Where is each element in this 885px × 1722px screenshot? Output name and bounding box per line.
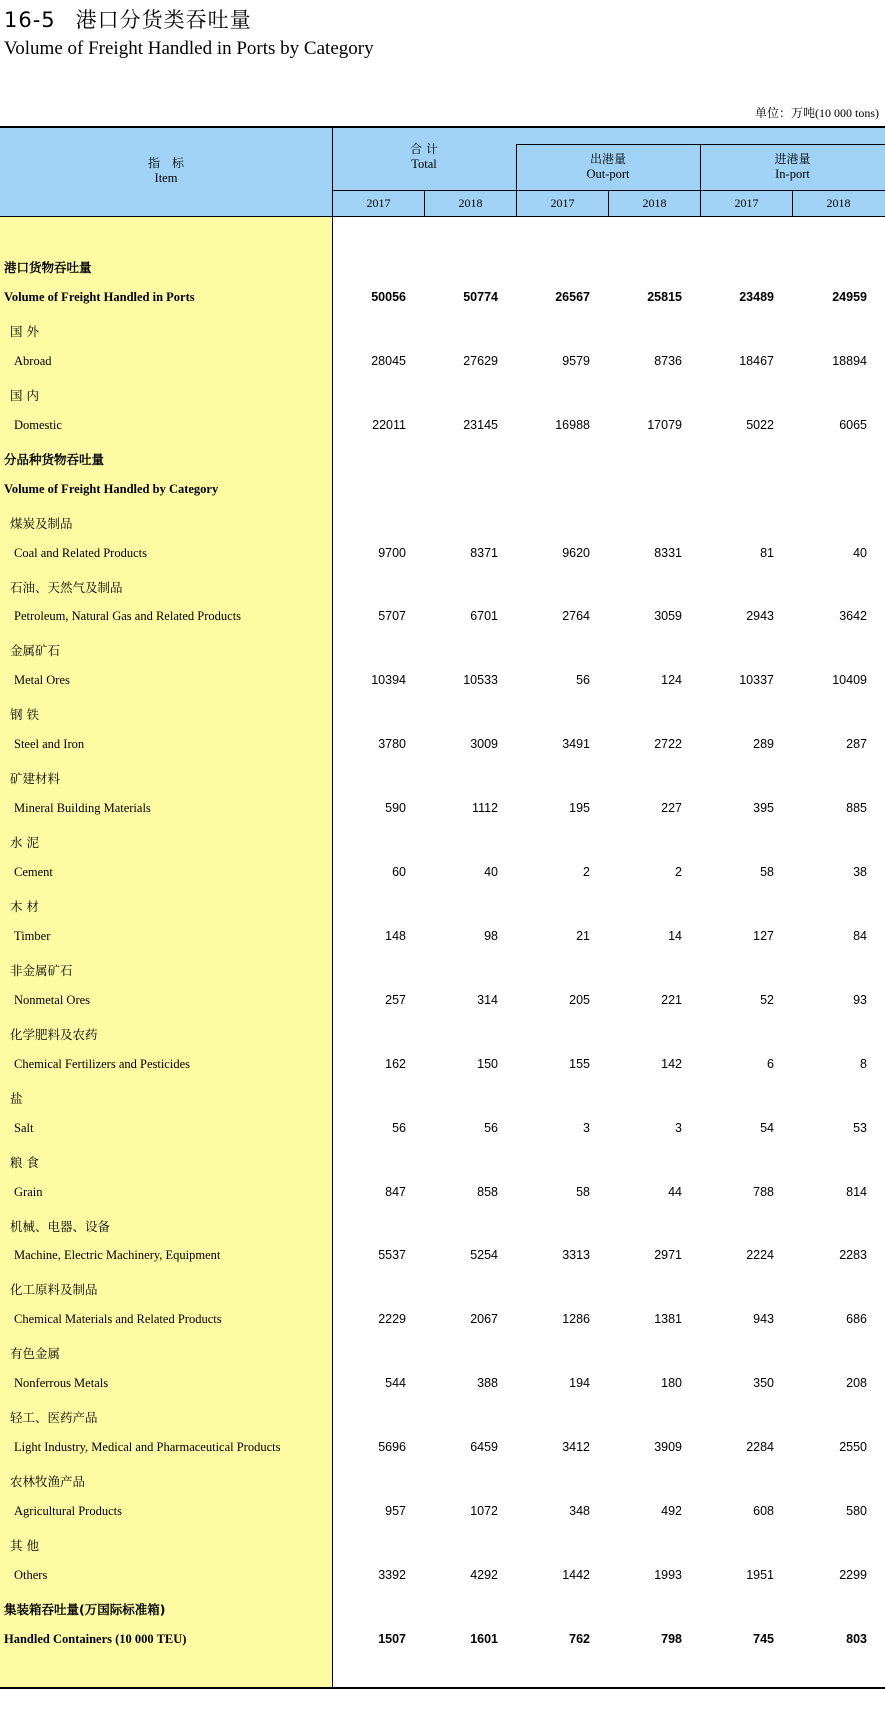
row-value: 6459 — [470, 1440, 498, 1455]
row-value: 162 — [385, 1056, 406, 1071]
row-value: 350 — [753, 1376, 774, 1391]
row-value: 1442 — [562, 1567, 590, 1582]
unit-label: 单位：万吨(10 000 tons) — [755, 106, 879, 120]
row-value: 544 — [385, 1376, 406, 1391]
row-value: 3313 — [562, 1248, 590, 1263]
row-label: 分品种货物吞吐量 — [4, 451, 105, 467]
row-value: 2971 — [654, 1248, 682, 1263]
row-value: 1601 — [470, 1631, 498, 1646]
row-value: 8736 — [654, 353, 682, 368]
row-value: 142 — [661, 1056, 682, 1071]
table-row — [0, 1406, 885, 1426]
row-label: Petroleum, Natural Gas and Related Products — [14, 609, 242, 624]
table-row — [0, 1087, 885, 1107]
row-label: Steel and Iron — [14, 737, 85, 752]
row-label: Grain — [14, 1184, 43, 1199]
row-value: 2283 — [839, 1248, 867, 1263]
row-label: 钢 铁 — [10, 707, 39, 723]
row-value: 50056 — [371, 289, 406, 304]
table-row — [0, 895, 885, 915]
table-row — [0, 927, 885, 947]
row-value: 314 — [477, 992, 498, 1007]
table-row — [0, 735, 885, 755]
page-title-cn — [4, 4, 252, 34]
table-row — [0, 288, 885, 308]
row-value: 2067 — [470, 1312, 498, 1327]
row-value: 847 — [385, 1184, 406, 1199]
header-year: 2017 — [734, 196, 759, 210]
row-label: 水 泥 — [10, 835, 39, 851]
row-value: 58 — [760, 865, 774, 880]
table-row — [0, 959, 885, 979]
row-value: 27629 — [463, 353, 498, 368]
table-row — [0, 512, 885, 532]
row-value: 1286 — [562, 1312, 590, 1327]
title-cn-text: 港口分货类吞吐量 — [75, 8, 252, 32]
row-label: 金属矿石 — [10, 643, 61, 659]
row-value: 44 — [668, 1184, 682, 1199]
header-year: 2018 — [826, 196, 851, 210]
row-value: 5537 — [378, 1248, 406, 1263]
row-value: 2764 — [562, 609, 590, 624]
row-value: 6065 — [839, 417, 867, 432]
row-value: 580 — [846, 1504, 867, 1519]
row-label: 国 外 — [10, 323, 39, 339]
row-label: 集装箱吞吐量(万国际标准箱) — [4, 1601, 166, 1617]
table-row — [0, 1215, 885, 1235]
header-total-en: Total — [411, 157, 437, 171]
table-row — [0, 576, 885, 596]
row-value: 10409 — [832, 673, 867, 688]
row-value: 180 — [661, 1376, 682, 1391]
table-row — [0, 1374, 885, 1394]
header-bottom-rule — [0, 216, 885, 217]
table-row — [0, 639, 885, 659]
row-value: 5022 — [746, 417, 774, 432]
row-value: 287 — [846, 737, 867, 752]
row-label: Chemical Fertilizers and Pesticides — [14, 1056, 190, 1071]
table-row — [0, 1310, 885, 1330]
row-label: Salt — [14, 1120, 34, 1135]
row-value: 56 — [392, 1120, 406, 1135]
page-title-en: Volume of Freight Handled in Ports by Category — [4, 38, 374, 59]
row-value: 4292 — [470, 1567, 498, 1582]
table-number: 16-5 — [4, 8, 56, 32]
row-value: 10394 — [371, 673, 406, 688]
row-label: 木 材 — [10, 899, 39, 914]
row-label: 其 他 — [10, 1538, 39, 1553]
row-value: 23145 — [463, 417, 498, 432]
row-value: 6 — [767, 1056, 774, 1071]
row-value: 348 — [569, 1504, 590, 1519]
row-value: 9579 — [562, 353, 590, 368]
row-value: 58 — [576, 1184, 590, 1199]
header-out-en: Out-port — [586, 167, 630, 181]
row-value: 16988 — [555, 417, 590, 432]
row-label: 煤炭及制品 — [10, 515, 73, 531]
row-value: 56 — [576, 673, 590, 688]
table-bottom-rule — [0, 1687, 885, 1689]
table-row — [0, 1502, 885, 1522]
header-item-en: Item — [154, 171, 178, 185]
table-row — [0, 1438, 885, 1458]
table-row — [0, 1055, 885, 1075]
row-label: Cement — [14, 865, 53, 880]
row-label: 矿建材料 — [10, 771, 61, 787]
table-row — [0, 671, 885, 691]
row-label: 石油、天然气及制品 — [10, 579, 123, 595]
row-value: 155 — [569, 1056, 590, 1071]
row-value: 2 — [583, 865, 590, 880]
row-value: 3392 — [378, 1567, 406, 1582]
row-value: 3412 — [562, 1440, 590, 1455]
row-label: Abroad — [14, 353, 52, 368]
row-value: 60 — [392, 865, 406, 880]
row-value: 492 — [661, 1504, 682, 1519]
table-row — [0, 1470, 885, 1490]
row-label: 盐 — [10, 1090, 23, 1106]
row-value: 257 — [385, 992, 406, 1007]
row-value: 788 — [753, 1184, 774, 1199]
row-value: 8331 — [654, 545, 682, 560]
row-value: 53 — [853, 1120, 867, 1135]
table-row — [0, 544, 885, 564]
row-value: 957 — [385, 1504, 406, 1519]
row-value: 2224 — [746, 1248, 774, 1263]
row-value: 6701 — [470, 609, 498, 624]
row-label: 机械、电器、设备 — [10, 1218, 111, 1234]
row-label: Domestic — [14, 417, 62, 432]
row-value: 2943 — [746, 609, 774, 624]
table-row — [0, 1342, 885, 1362]
row-value: 8 — [860, 1056, 867, 1071]
table-row — [0, 1534, 885, 1554]
table-row — [0, 1119, 885, 1139]
header-out-cn: 出港量 — [589, 152, 626, 166]
row-label: 港口货物吞吐量 — [4, 260, 92, 275]
row-value: 5707 — [378, 609, 406, 624]
header-in-en: In-port — [775, 167, 810, 181]
row-value: 3491 — [562, 737, 590, 752]
row-value: 3 — [583, 1120, 590, 1135]
table-row — [0, 991, 885, 1011]
header-in-cn: 进港量 — [774, 152, 811, 166]
row-value: 1951 — [746, 1567, 774, 1582]
row-label: 有色金属 — [10, 1346, 61, 1362]
row-value: 885 — [846, 801, 867, 816]
row-label: Volume of Freight Handled in Ports — [4, 289, 195, 304]
row-value: 9620 — [562, 545, 590, 560]
row-value: 1381 — [654, 1312, 682, 1327]
table-row — [0, 1246, 885, 1266]
row-value: 23489 — [739, 289, 774, 304]
row-value: 5696 — [378, 1440, 406, 1455]
row-value: 22011 — [372, 417, 406, 432]
table-row — [0, 703, 885, 723]
row-value: 2284 — [746, 1440, 774, 1455]
table-row — [0, 1151, 885, 1171]
row-value: 205 — [569, 992, 590, 1007]
table-row — [0, 831, 885, 851]
row-value: 814 — [846, 1184, 867, 1199]
row-value: 1507 — [378, 1631, 406, 1646]
row-value: 2299 — [839, 1567, 867, 1582]
row-value: 14 — [668, 928, 682, 943]
row-value: 10337 — [739, 673, 774, 688]
table-row — [0, 1278, 885, 1298]
row-value: 3642 — [839, 609, 867, 624]
table-row — [0, 416, 885, 436]
row-value: 858 — [477, 1184, 498, 1199]
header-out-port — [516, 152, 700, 182]
row-value: 38 — [853, 865, 867, 880]
table-row — [0, 607, 885, 627]
row-value: 803 — [846, 1631, 867, 1646]
row-value: 762 — [569, 1631, 590, 1646]
row-label: Light Industry, Medical and Pharmaceutical Products — [14, 1440, 281, 1455]
table-row — [0, 384, 885, 404]
row-value: 590 — [385, 801, 406, 816]
header-item-cn: 指 标 — [147, 156, 184, 170]
row-label: Nonmetal Ores — [14, 992, 91, 1007]
row-label: Agricultural Products — [14, 1504, 122, 1519]
table-row — [0, 1630, 885, 1650]
row-value: 52 — [760, 992, 774, 1007]
row-value: 127 — [753, 928, 774, 943]
row-value: 1993 — [654, 1567, 682, 1582]
row-label: 化工原料及制品 — [10, 1282, 98, 1298]
row-value: 10533 — [463, 673, 498, 688]
row-value: 5254 — [470, 1248, 498, 1263]
row-value: 84 — [853, 928, 867, 943]
row-value: 56 — [484, 1120, 498, 1135]
row-label: Chemical Materials and Related Products — [14, 1312, 222, 1327]
row-label: 农林牧渔产品 — [10, 1474, 86, 1490]
table-row — [0, 480, 885, 500]
row-value: 24959 — [832, 289, 867, 304]
row-value: 40 — [853, 545, 867, 560]
row-label: Metal Ores — [14, 673, 70, 688]
row-label: Machine, Electric Machinery, Equipment — [14, 1248, 221, 1263]
row-label: Volume of Freight Handled by Category — [4, 481, 219, 496]
row-value: 608 — [753, 1504, 774, 1519]
table-row — [0, 1598, 885, 1618]
row-value: 148 — [385, 928, 406, 943]
row-value: 395 — [753, 801, 774, 816]
row-label: Coal and Related Products — [14, 545, 147, 560]
row-value: 289 — [753, 737, 774, 752]
row-label: 化学肥料及农药 — [10, 1026, 98, 1042]
row-value: 40 — [484, 865, 498, 880]
row-value: 195 — [569, 801, 590, 816]
table-row — [0, 767, 885, 787]
row-value: 943 — [753, 1312, 774, 1327]
item-column-background — [0, 217, 332, 1687]
row-label: Mineral Building Materials — [14, 801, 151, 816]
row-label: Handled Containers (10 000 TEU) — [4, 1631, 187, 1646]
row-value: 3059 — [654, 609, 682, 624]
row-value: 9700 — [378, 545, 406, 560]
row-value: 28045 — [371, 353, 406, 368]
row-value: 150 — [477, 1056, 498, 1071]
header-year: 2018 — [458, 196, 483, 210]
header-rule — [516, 144, 885, 145]
row-value: 1112 — [472, 801, 498, 816]
table-row — [0, 1023, 885, 1043]
row-value: 208 — [846, 1376, 867, 1391]
row-value: 81 — [760, 545, 774, 560]
table-row — [0, 799, 885, 819]
table-row — [0, 352, 885, 372]
row-value: 21 — [576, 928, 590, 943]
row-value: 686 — [846, 1312, 867, 1327]
row-value: 2 — [675, 865, 682, 880]
row-value: 50774 — [463, 289, 498, 304]
row-label: 非金属矿石 — [10, 962, 73, 978]
row-value: 98 — [484, 928, 498, 943]
row-value: 798 — [661, 1631, 682, 1646]
row-value: 3909 — [654, 1440, 682, 1455]
row-value: 745 — [753, 1631, 774, 1646]
row-label: Nonferrous Metals — [14, 1376, 109, 1391]
header-year: 2017 — [550, 196, 575, 210]
table-row — [0, 1566, 885, 1586]
row-value: 26567 — [555, 289, 590, 304]
row-value: 2550 — [839, 1440, 867, 1455]
header-year: 2017 — [366, 196, 391, 210]
row-value: 2229 — [378, 1312, 406, 1327]
row-value: 17079 — [647, 417, 682, 432]
table-row — [0, 863, 885, 883]
row-value: 3 — [675, 1120, 682, 1135]
row-value: 3009 — [470, 737, 498, 752]
row-value: 2722 — [654, 737, 682, 752]
row-value: 93 — [853, 992, 867, 1007]
row-value: 388 — [477, 1376, 498, 1391]
header-in-port — [700, 152, 885, 182]
table-row — [0, 1183, 885, 1203]
row-value: 54 — [760, 1120, 774, 1135]
header-total — [332, 142, 516, 172]
row-label: Others — [14, 1567, 48, 1582]
table-row — [0, 448, 885, 468]
table-row — [0, 256, 885, 276]
header-item — [0, 156, 332, 186]
row-label: Timber — [14, 928, 51, 943]
row-value: 124 — [661, 673, 682, 688]
row-value: 25815 — [647, 289, 682, 304]
table-row — [0, 320, 885, 340]
header-rule — [332, 190, 885, 191]
row-value: 8371 — [470, 545, 498, 560]
row-label: 轻工、医药产品 — [10, 1410, 98, 1426]
row-value: 221 — [661, 992, 682, 1007]
row-value: 227 — [661, 801, 682, 816]
row-value: 3780 — [378, 737, 406, 752]
header-year: 2018 — [642, 196, 667, 210]
header-total-cn: 合 计 — [410, 142, 438, 156]
row-label: 粮 食 — [10, 1154, 39, 1170]
row-value: 1072 — [470, 1504, 498, 1519]
row-value: 18894 — [832, 353, 867, 368]
row-value: 194 — [569, 1376, 590, 1391]
row-label: 国 内 — [10, 387, 39, 403]
row-value: 18467 — [739, 353, 774, 368]
